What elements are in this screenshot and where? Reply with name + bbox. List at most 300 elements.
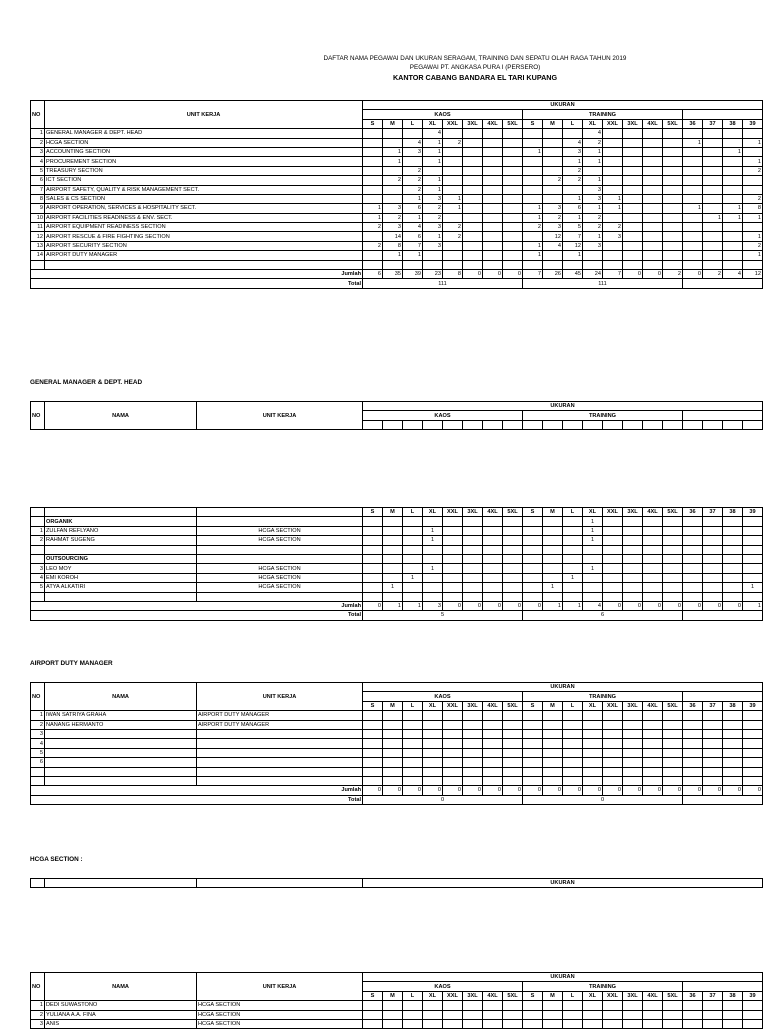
- size-value: 4: [723, 270, 743, 279]
- size-header: 3XL: [623, 119, 643, 128]
- size-header: S: [363, 991, 383, 1000]
- size-value: [683, 526, 703, 535]
- size-value: [443, 573, 463, 582]
- size-value: [483, 251, 503, 260]
- size-value: [723, 129, 743, 138]
- size-value: [643, 147, 663, 156]
- size-value: [683, 583, 703, 592]
- row-no: 3: [31, 147, 45, 156]
- size-header: 38: [723, 991, 743, 1000]
- size-header: 36: [683, 119, 703, 128]
- size-value: 1: [723, 147, 743, 156]
- size-value: [723, 223, 743, 232]
- size-value: [603, 176, 623, 185]
- size-value: 4: [543, 241, 563, 250]
- size-value: 3: [603, 232, 623, 241]
- row-unit: HCGA SECTION: [197, 583, 363, 592]
- size-value: [703, 176, 723, 185]
- col-training: TRAINING: [523, 110, 683, 119]
- size-value: 0: [523, 601, 543, 610]
- size-value: 0: [603, 786, 623, 795]
- size-value: 1: [583, 564, 603, 573]
- row-unit: [197, 748, 363, 757]
- size-value: [503, 526, 523, 535]
- size-value: [463, 232, 483, 241]
- size-value: [623, 536, 643, 545]
- size-value: 2: [663, 270, 683, 279]
- size-header: 3XL: [623, 991, 643, 1000]
- size-value: [583, 166, 603, 175]
- size-value: [483, 223, 503, 232]
- row-unit: TREASURY SECTION: [45, 166, 363, 175]
- size-value: [383, 138, 403, 147]
- row-unit: [197, 758, 363, 767]
- size-value: [743, 536, 763, 545]
- size-value: [443, 213, 463, 222]
- size-value: 3: [563, 147, 583, 156]
- row-nama: ANIS: [45, 1019, 197, 1028]
- size-value: 1: [403, 194, 423, 203]
- size-value: 1: [423, 526, 443, 535]
- row-no: 8: [31, 194, 45, 203]
- row-unit: AIRPORT FACILITIES READINESS & ENV. SECT.: [45, 213, 363, 222]
- size-value: 5: [563, 223, 583, 232]
- size-value: [643, 536, 663, 545]
- size-value: [403, 526, 423, 535]
- size-value: [443, 251, 463, 260]
- size-header: M: [383, 701, 403, 710]
- size-value: 1: [563, 573, 583, 582]
- size-value: 14: [383, 232, 403, 241]
- size-value: 0: [603, 601, 623, 610]
- row-no: 4: [31, 157, 45, 166]
- size-header: 3XL: [463, 701, 483, 710]
- size-value: 4: [583, 601, 603, 610]
- col-kaos: KAOS: [363, 411, 523, 420]
- size-value: [483, 129, 503, 138]
- size-header: 39: [743, 508, 763, 517]
- jumlah-label: Jumlah: [31, 601, 363, 610]
- size-value: 1: [743, 601, 763, 610]
- row-unit: SALES & CS SECTION: [45, 194, 363, 203]
- size-value: [363, 526, 383, 535]
- size-value: 1: [523, 251, 543, 260]
- size-value: [743, 129, 763, 138]
- size-value: [503, 583, 523, 592]
- size-value: [483, 232, 503, 241]
- size-value: [463, 536, 483, 545]
- size-value: [623, 204, 643, 213]
- table-row: [31, 729, 763, 738]
- size-value: [543, 564, 563, 573]
- size-value: 1: [583, 517, 603, 526]
- size-value: 24: [583, 270, 603, 279]
- size-header: 4XL: [483, 701, 503, 710]
- size-value: [683, 573, 703, 582]
- size-value: [703, 583, 723, 592]
- size-value: 1: [423, 138, 443, 147]
- row-unit: AIRPORT EQUIPMENT READINESS SECTION: [45, 223, 363, 232]
- size-value: 12: [743, 270, 763, 279]
- size-value: [543, 129, 563, 138]
- table-row: [31, 185, 763, 194]
- size-value: [603, 147, 623, 156]
- size-value: 7: [403, 241, 423, 250]
- size-value: 0: [483, 270, 503, 279]
- table-row: [31, 720, 763, 729]
- size-header: M: [383, 119, 403, 128]
- size-header: S: [363, 119, 383, 128]
- size-header: 3XL: [623, 701, 643, 710]
- table-row: [31, 129, 763, 138]
- size-value: [723, 583, 743, 592]
- size-value: 1: [563, 601, 583, 610]
- size-value: [723, 564, 743, 573]
- col-unit-kerja: UNIT KERJA: [45, 101, 363, 129]
- size-value: 1: [583, 204, 603, 213]
- doc-title-line2: PEGAWAI PT. ANGKASA PURA I (PERSERO): [409, 64, 541, 71]
- size-value: [703, 573, 723, 582]
- size-value: 1: [363, 213, 383, 222]
- row-no: 5: [31, 166, 45, 175]
- size-value: 1: [443, 194, 463, 203]
- size-value: [543, 573, 563, 582]
- size-value: [663, 204, 683, 213]
- size-header: XXL: [443, 508, 463, 517]
- size-header: XL: [583, 991, 603, 1000]
- table-row: [31, 1010, 763, 1019]
- doc-title-line1: DAFTAR NAMA PEGAWAI DAN UKURAN SERAGAM, TRAINING DAN SEPATU OLAH RAGA TAHUN 2019: [323, 55, 627, 62]
- size-header: S: [523, 991, 543, 1000]
- size-value: 1: [683, 138, 703, 147]
- size-value: 0: [683, 786, 703, 795]
- table-row: [31, 232, 763, 241]
- size-value: [623, 157, 643, 166]
- size-header: XXL: [443, 119, 463, 128]
- size-value: 1: [403, 251, 423, 260]
- size-value: 1: [543, 583, 563, 592]
- size-value: [503, 564, 523, 573]
- size-value: 1: [743, 213, 763, 222]
- size-header: XL: [423, 119, 443, 128]
- size-value: [683, 564, 703, 573]
- size-value: [663, 138, 683, 147]
- size-value: 7: [563, 232, 583, 241]
- size-value: [603, 573, 623, 582]
- size-value: [663, 157, 683, 166]
- total-label: Total: [31, 279, 363, 288]
- size-value: [703, 241, 723, 250]
- size-value: 0: [543, 786, 563, 795]
- size-value: [643, 204, 663, 213]
- col-ukuran: UKURAN: [363, 879, 763, 888]
- size-value: [743, 185, 763, 194]
- size-value: [723, 232, 743, 241]
- size-value: [583, 583, 603, 592]
- size-value: 0: [463, 601, 483, 610]
- size-value: 1: [683, 204, 703, 213]
- col-no: NO: [31, 402, 45, 430]
- size-value: 2: [423, 213, 443, 222]
- size-header: L: [563, 508, 583, 517]
- size-value: [383, 526, 403, 535]
- size-header: L: [563, 701, 583, 710]
- size-value: 1: [563, 194, 583, 203]
- size-value: 2: [363, 223, 383, 232]
- size-value: 1: [743, 157, 763, 166]
- table-row: [31, 1001, 763, 1010]
- row-nama: [45, 748, 197, 757]
- size-header: M: [383, 991, 403, 1000]
- size-value: 1: [743, 583, 763, 592]
- size-value: 0: [523, 786, 543, 795]
- size-value: 1: [743, 251, 763, 260]
- size-value: [663, 176, 683, 185]
- size-value: [523, 536, 543, 545]
- size-value: [743, 223, 763, 232]
- row-no: 1: [31, 129, 45, 138]
- size-value: [483, 138, 503, 147]
- size-value: [443, 147, 463, 156]
- row-unit: AIRPORT OPERATION, SERVICES & HOSPITALITY SECT.: [45, 204, 363, 213]
- size-value: [383, 185, 403, 194]
- table-row: [31, 194, 763, 203]
- size-value: [703, 536, 723, 545]
- size-header: L: [403, 701, 423, 710]
- size-value: [623, 176, 643, 185]
- size-value: 1: [583, 232, 603, 241]
- size-value: 2: [443, 138, 463, 147]
- size-value: [543, 185, 563, 194]
- size-value: [663, 129, 683, 138]
- size-header: XL: [583, 701, 603, 710]
- col-training: TRAINING: [523, 982, 683, 991]
- size-header: 39: [743, 701, 763, 710]
- size-value: [423, 573, 443, 582]
- size-value: [663, 536, 683, 545]
- size-value: [723, 185, 743, 194]
- size-header: 4XL: [643, 508, 663, 517]
- table-row: [31, 223, 763, 232]
- size-value: [523, 176, 543, 185]
- size-value: [463, 138, 483, 147]
- size-value: [523, 583, 543, 592]
- size-value: [663, 564, 683, 573]
- size-value: 35: [383, 270, 403, 279]
- size-value: 2: [583, 213, 603, 222]
- size-header: L: [563, 991, 583, 1000]
- size-header: 4XL: [643, 701, 663, 710]
- size-header: 3XL: [463, 508, 483, 517]
- size-value: 0: [583, 786, 603, 795]
- size-value: [623, 129, 643, 138]
- size-value: 2: [383, 176, 403, 185]
- size-value: 0: [683, 270, 703, 279]
- size-value: [483, 241, 503, 250]
- size-value: [643, 166, 663, 175]
- size-value: 0: [723, 786, 743, 795]
- size-value: 1: [423, 157, 443, 166]
- size-value: 0: [363, 786, 383, 795]
- size-value: [603, 583, 623, 592]
- size-value: [463, 204, 483, 213]
- size-value: 2: [743, 166, 763, 175]
- size-value: [383, 573, 403, 582]
- size-value: [403, 564, 423, 573]
- size-value: [463, 129, 483, 138]
- size-value: [443, 176, 463, 185]
- size-value: 2: [523, 223, 543, 232]
- size-value: [663, 166, 683, 175]
- size-value: [743, 573, 763, 582]
- row-unit: HCGA SECTION: [197, 564, 363, 573]
- size-value: [443, 564, 463, 573]
- size-header: M: [383, 508, 403, 517]
- size-value: [463, 194, 483, 203]
- row-unit: PROCUREMENT SECTION: [45, 157, 363, 166]
- size-value: [503, 138, 523, 147]
- size-value: [503, 129, 523, 138]
- size-value: [683, 129, 703, 138]
- size-value: 2: [543, 176, 563, 185]
- size-value: [543, 138, 563, 147]
- size-value: [603, 564, 623, 573]
- row-unit: AIRPORT DUTY MANAGER: [197, 711, 363, 720]
- row-nama: ATYA ALKATIRI: [45, 583, 197, 592]
- size-value: [443, 157, 463, 166]
- size-value: [363, 176, 383, 185]
- row-unit: HCGA SECTION: [197, 536, 363, 545]
- size-value: 8: [743, 204, 763, 213]
- size-value: [683, 223, 703, 232]
- col-kaos: KAOS: [363, 110, 523, 119]
- size-value: 1: [603, 194, 623, 203]
- size-value: [663, 232, 683, 241]
- size-value: 1: [423, 147, 443, 156]
- size-value: [703, 194, 723, 203]
- size-value: [523, 564, 543, 573]
- t1-table: [30, 100, 763, 289]
- size-header: XL: [583, 508, 603, 517]
- size-value: [563, 564, 583, 573]
- size-value: 6: [363, 270, 383, 279]
- size-header: M: [543, 508, 563, 517]
- size-value: [643, 232, 663, 241]
- size-value: 7: [603, 270, 623, 279]
- size-value: 1: [523, 241, 543, 250]
- table-row: [31, 204, 763, 213]
- size-header: L: [403, 119, 423, 128]
- size-value: [623, 166, 643, 175]
- size-value: 1: [583, 176, 603, 185]
- size-header: XL: [423, 508, 443, 517]
- row-no: 4: [31, 573, 45, 582]
- size-value: [523, 526, 543, 535]
- size-value: 1: [403, 573, 423, 582]
- size-value: [663, 213, 683, 222]
- size-value: [723, 241, 743, 250]
- size-value: [563, 583, 583, 592]
- size-value: 3: [403, 147, 423, 156]
- size-value: [583, 251, 603, 260]
- size-header: 5XL: [663, 991, 683, 1000]
- size-value: [683, 251, 703, 260]
- size-value: [563, 185, 583, 194]
- size-value: 3: [543, 223, 563, 232]
- size-value: [483, 573, 503, 582]
- size-value: [703, 526, 723, 535]
- size-value: [623, 232, 643, 241]
- row-no: 6: [31, 176, 45, 185]
- size-value: 2: [403, 176, 423, 185]
- size-value: 1: [563, 157, 583, 166]
- size-value: 1: [443, 204, 463, 213]
- size-value: 0: [503, 270, 523, 279]
- size-value: [463, 583, 483, 592]
- row-unit: HCGA SECTION: [197, 1010, 363, 1019]
- size-value: [703, 223, 723, 232]
- size-value: 0: [483, 786, 503, 795]
- size-value: [483, 583, 503, 592]
- size-value: [603, 185, 623, 194]
- size-value: [663, 583, 683, 592]
- row-no: 3: [31, 729, 45, 738]
- size-value: 1: [743, 232, 763, 241]
- size-value: [503, 232, 523, 241]
- size-value: [643, 241, 663, 250]
- size-value: [363, 564, 383, 573]
- size-value: 3: [583, 241, 603, 250]
- size-header: 37: [703, 508, 723, 517]
- size-value: 8: [383, 241, 403, 250]
- size-value: 0: [363, 601, 383, 610]
- row-unit: AIRPORT DUTY MANAGER: [197, 720, 363, 729]
- size-header: M: [543, 701, 563, 710]
- row-unit: [197, 729, 363, 738]
- size-value: [663, 185, 683, 194]
- group-outsourcing: OUTSOURCING: [45, 554, 197, 563]
- size-value: 2: [443, 232, 463, 241]
- size-value: 0: [503, 786, 523, 795]
- size-value: 0: [383, 786, 403, 795]
- size-header: XL: [423, 701, 443, 710]
- size-header: 4XL: [483, 508, 503, 517]
- size-value: [743, 564, 763, 573]
- row-unit: HCGA SECTION: [197, 573, 363, 582]
- size-value: [383, 129, 403, 138]
- size-header: 37: [703, 991, 723, 1000]
- size-value: 0: [723, 601, 743, 610]
- size-value: 12: [563, 241, 583, 250]
- size-value: 2: [403, 185, 423, 194]
- table-row: [31, 213, 763, 222]
- row-unit: GENERAL MANAGER & DEPT. HEAD: [45, 129, 363, 138]
- row-no: 2: [31, 536, 45, 545]
- size-value: [723, 157, 743, 166]
- size-value: [463, 185, 483, 194]
- size-value: [543, 251, 563, 260]
- total-training: 0: [523, 795, 683, 804]
- size-value: 3: [423, 194, 443, 203]
- size-value: [443, 526, 463, 535]
- size-value: [363, 166, 383, 175]
- size-value: [523, 232, 543, 241]
- size-value: [503, 166, 523, 175]
- size-value: [683, 157, 703, 166]
- size-value: [643, 157, 663, 166]
- size-header: XXL: [443, 991, 463, 1000]
- size-value: 2: [383, 213, 403, 222]
